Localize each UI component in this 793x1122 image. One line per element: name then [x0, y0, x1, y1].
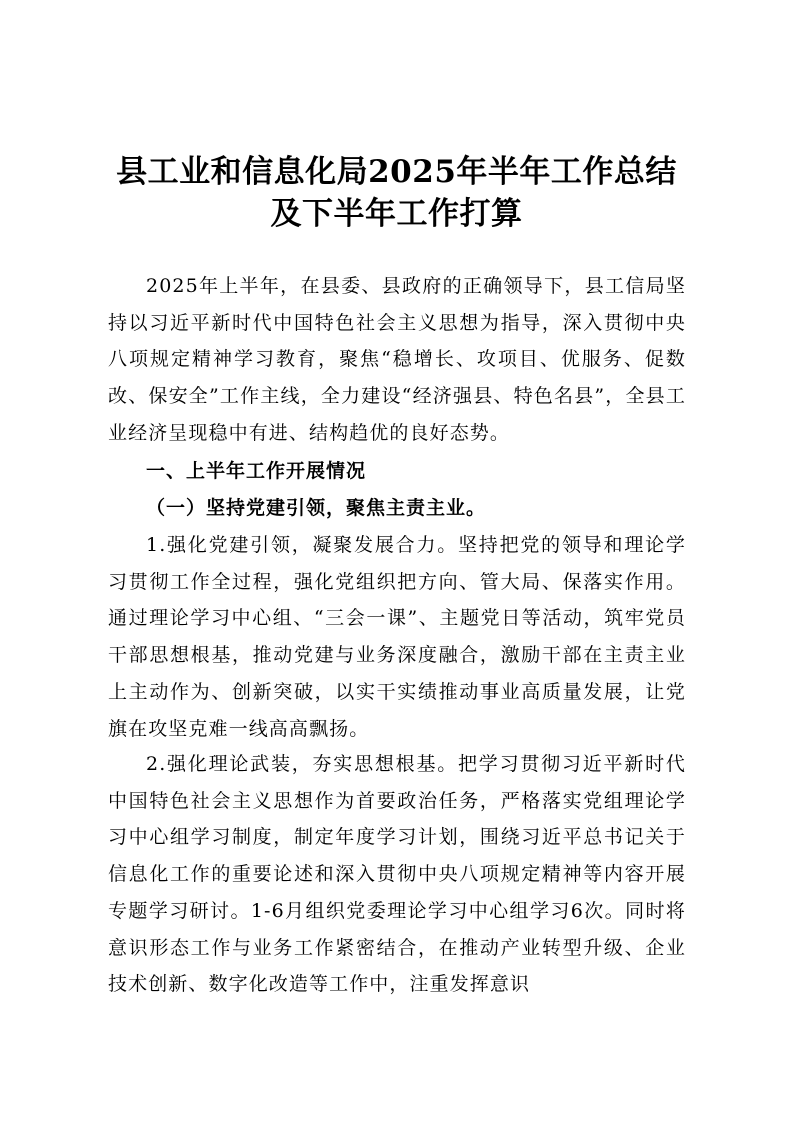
document-title-line-1: 县工业和信息化局2025年半年工作总结	[116, 154, 677, 190]
subsection-heading: （一）坚持党建引领，聚焦主责主业。	[146, 497, 487, 519]
body-paragraph-item-1: 1.强化党建引领，凝聚发展合力。坚持把党的领导和理论学习贯彻工作全过程，强化党组织把方向、管大局、保落实作用。通过理论学习中心组、“三会一课”、主题党日等活动，筑牢党员干部思想根基，推动党建与业务深度融合，激励干部在主责主业上主动作为、创新突破，以实干实绩推动事业高质量发展，让党旗在攻坚克难一线高高飘扬。	[108, 534, 686, 740]
body-paragraph-item-2: 2.强化理论武装，夯实思想根基。把学习贯彻习近平新时代中国特色社会主义思想作为首要政治任务，严格落实党组理论学习中心组学习制度，制定年度学习计划，围绕习近平总书记关于信息化工作的重要论述和深入贯彻中央八项规定精神等内容开展专题学习研讨。1-6月组织党委理论学习中心组学习6次。同时将意识形态工作与业务工作紧密结合，在推动产业转型升级、企业技术创新、数字化改造等工作中，注重发挥意识	[108, 753, 686, 996]
section-heading: 一、上半年工作开展情况	[146, 460, 367, 482]
document-title-line-2: 及下半年工作打算	[270, 196, 523, 232]
intro-paragraph: 2025年上半年，在县委、县政府的正确领导下，县工信局坚持以习近平新时代中国特色社会主义思想为指导，深入贯彻中央八项规定精神学习教育，聚焦“稳增长、攻项目、优服务、促数改、保安全”工作主线，全力建设“经济强县、特色名县”，全县工业经济呈现稳中有进、结构趋优的良好态势。	[108, 275, 686, 444]
